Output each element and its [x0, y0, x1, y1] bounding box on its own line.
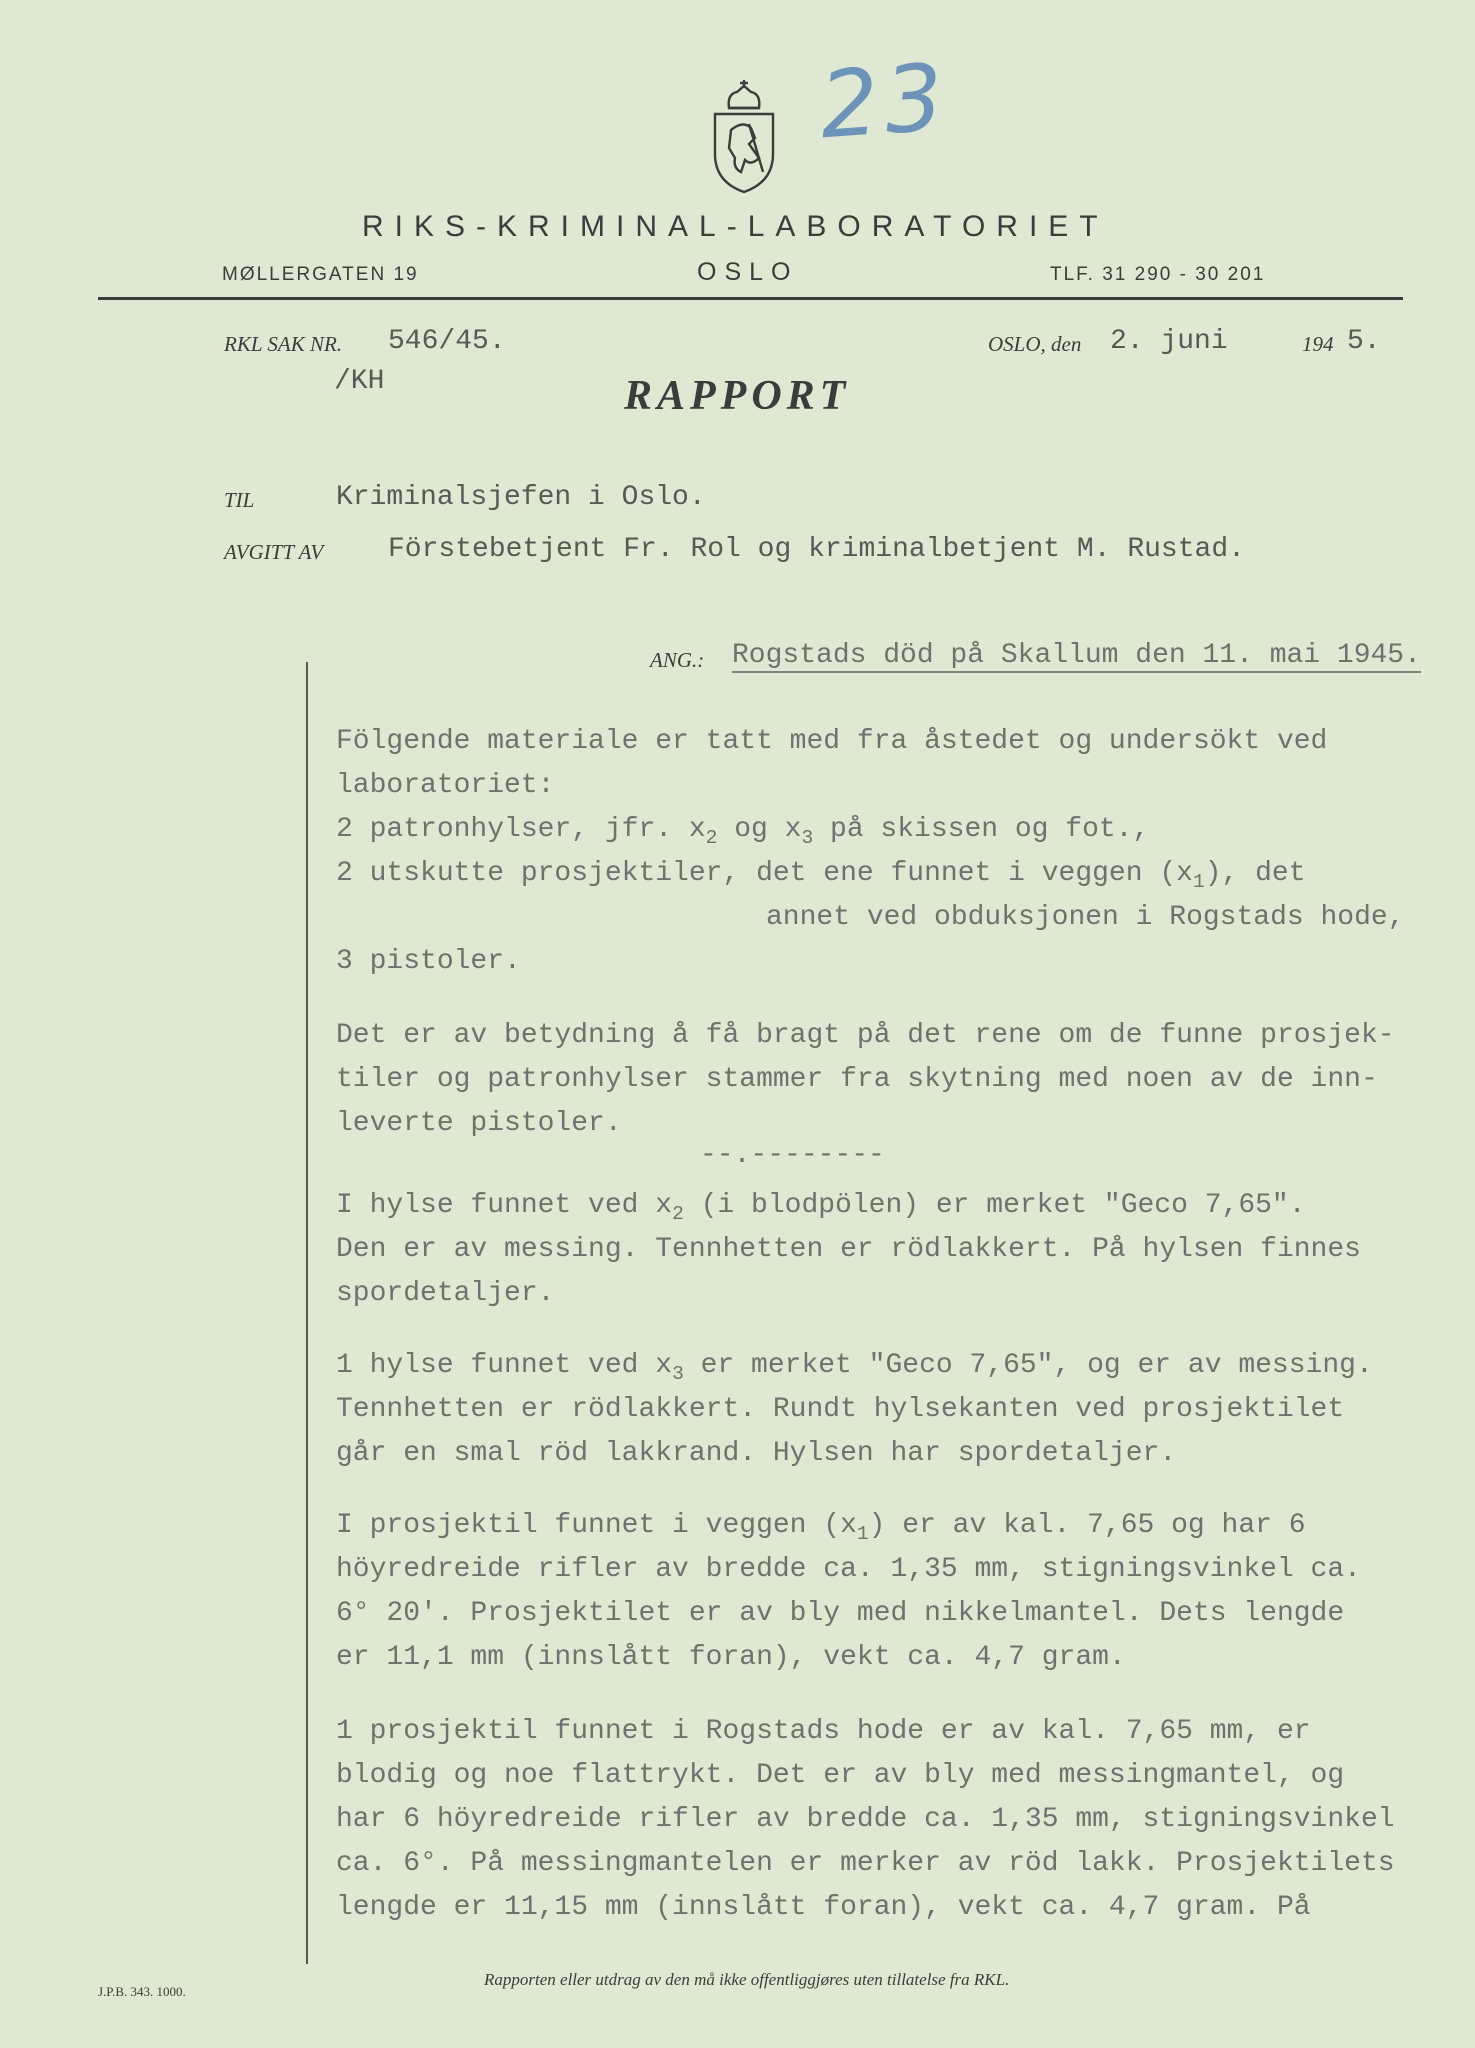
til-label: TIL — [224, 488, 255, 512]
phone-number: TLF. 31 290 - 30 201 — [1050, 264, 1266, 285]
city: OSLO — [697, 258, 799, 286]
body-line: Tennhetten er rödlakkert. Rundt hylsekanten ved prosjektilet — [336, 1394, 1345, 1425]
year-suffix: 5. — [1347, 326, 1381, 357]
margin-rule — [306, 662, 308, 1964]
case-label: RKL SAK NR. — [224, 332, 343, 356]
body-line: I hylse funnet ved $x_2$ (i blodpölen) er merket "Geco 7,65". — [336, 1190, 1306, 1225]
report-title: RAPPORT — [624, 373, 851, 419]
body-line: 1 prosjektil funnet i Rogstads hode er av kal. 7,65 mm, er — [336, 1716, 1311, 1747]
handwritten-number: 23 — [816, 43, 953, 160]
body-line: 3 pistoler. — [336, 946, 521, 977]
body-line: 1 hylse funnet ved $x_3$ er merket "Geco 7,65", og er av messing. — [336, 1350, 1373, 1385]
separator: --.-------- — [700, 1140, 885, 1171]
body-line: har 6 höyredreide rifler av bredde ca. 1,35 mm, stigningsvinkel — [336, 1804, 1395, 1835]
institution-name: RIKS-KRIMINAL-LABORATORIET — [362, 210, 1109, 243]
body-line: spordetaljer. — [336, 1278, 555, 1309]
body-line: annet ved obduksjonen i Rogstads hode, — [766, 902, 1405, 933]
case-number: 546/45. — [388, 326, 506, 357]
address: MØLLERGATEN 19 — [222, 264, 419, 285]
body-line: 2 patronhylser, jfr. $x_2$ og $x_3$ på skissen og fot., — [336, 814, 1150, 849]
body-line: laboratoriet: — [336, 770, 555, 801]
body-line: ca. 6°. På messingmantelen er merker av röd lakk. Prosjektilets — [336, 1848, 1395, 1879]
body-line: Det er av betydning å få bragt på det rene om de funne prosjek- — [336, 1020, 1395, 1051]
body-line: er 11,1 mm (innslått foran), vekt ca. 4,7 gram. — [336, 1642, 1126, 1673]
case-initials: /KH — [334, 366, 385, 397]
body-line: 2 utskutte prosjektiler, det ene funnet i veggen $(x_1)$, det — [336, 858, 1306, 893]
body-line: blodig og noe flattrykt. Det er av bly med messingmantel, og — [336, 1760, 1345, 1791]
body-line: går en smal röd lakkrand. Hylsen har spordetaljer. — [336, 1438, 1177, 1469]
footer-notice: Rapporten eller utdrag av den må ikke offentliggjøres uten tillatelse fra RKL. — [484, 1970, 1010, 1989]
body-line: tiler og patronhylser stammer fra skytning med noen av de inn- — [336, 1064, 1378, 1095]
ang-value: Rogstads död på Skallum den 11. mai 1945. — [732, 640, 1421, 671]
body-line: Den er av messing. Tennhetten er rödlakkert. På hylsen finnes — [336, 1234, 1361, 1265]
body-line: I prosjektil funnet i veggen $(x_1)$ er av kal. 7,65 og har 6 — [336, 1510, 1306, 1545]
body-line: Fölgende materiale er tatt med fra åstedet og undersökt ved — [336, 726, 1328, 757]
avgitt-value: Förstebetjent Fr. Rol og kriminalbetjent M. Rustad. — [388, 534, 1245, 565]
body-line: höyredreide rifler av bredde ca. 1,35 mm, stigningsvinkel ca. — [336, 1554, 1361, 1585]
avgitt-label: AVGITT AV — [224, 540, 324, 564]
body-line: leverte pistoler. — [336, 1108, 622, 1139]
print-code: J.P.B. 343. 1000. — [98, 1984, 186, 1999]
date-place-label: OSLO, den — [988, 332, 1082, 356]
til-value: Kriminalsjefen i Oslo. — [336, 482, 706, 513]
body-line: lengde er 11,15 mm (innslått foran), vekt ca. 4,7 gram. På — [336, 1892, 1311, 1923]
body-line: 6° 20'. Prosjektilet er av bly med nikkelmantel. Dets lengde — [336, 1598, 1345, 1629]
year-prefix: 194 — [1302, 332, 1334, 356]
date-value: 2. juni — [1110, 326, 1228, 357]
letterhead-rule — [98, 297, 1403, 300]
coat-of-arms-icon — [705, 78, 783, 196]
ang-label: ANG.: — [650, 648, 705, 672]
